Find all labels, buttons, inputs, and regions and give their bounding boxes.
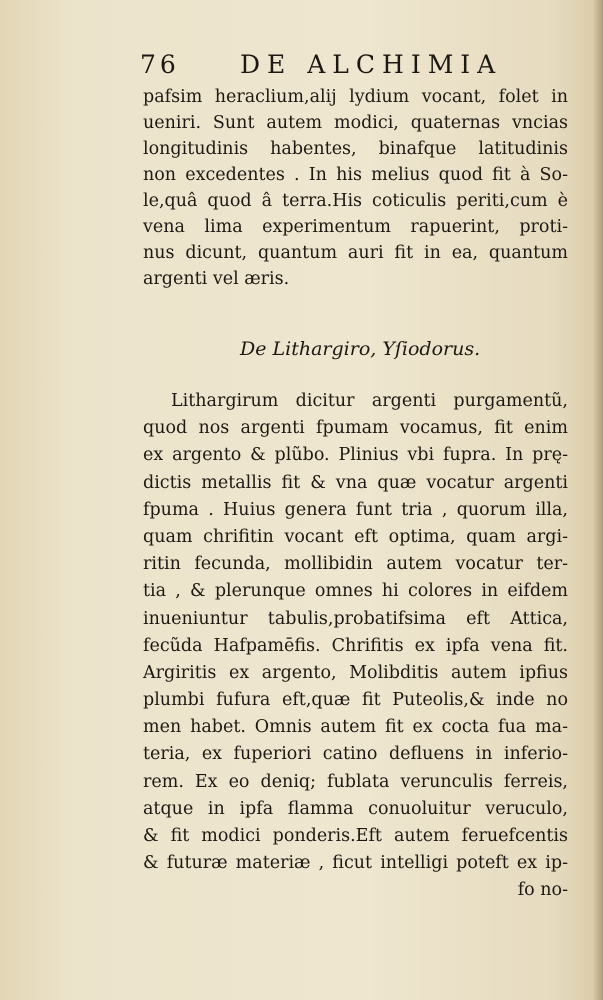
paragraph-1: [143, 84, 568, 292]
text-line: fpuma . Huius genera funt tria , quorum illa,: [143, 499, 568, 520]
text-line: dictis metallis fit & vna quæ vocatur argenti: [143, 472, 568, 493]
text-line: longitudinis habentes, binafque latitudinis: [143, 139, 568, 159]
text-line: non excedentes . In his melius quod fit à So-: [143, 165, 568, 185]
text-line: teria, ex fuperiori catino defluens in inferio-: [143, 744, 568, 765]
page-number: 76: [140, 50, 180, 79]
paragraph-2: [143, 388, 568, 905]
text-line: Lithargirum dicitur argenti purgamentũ,: [171, 391, 568, 411]
text-line: plumbi fufura eft,quæ fit Puteolis,& inde no: [143, 690, 568, 711]
text-line: Argiritis ex argento, Molibditis autem ipfius: [143, 662, 568, 683]
text-line: vena lima experimentum rapuerint, proti-: [143, 217, 568, 237]
text-line: quam chrifitin vocant eft optima, quam argi-: [143, 526, 568, 547]
text-line: rem. Ex eo deniq; fublata verunculis ferreis,: [143, 771, 568, 792]
text-line: & fit modici ponderis.Eft autem feruefcentis: [143, 826, 568, 846]
text-line: nus dicunt, quantum auri fit in ea, quantum: [143, 243, 568, 263]
running-title: DE ALCHIMIA: [240, 50, 503, 79]
text-line: fecũda Hafpamēfis. Chrifitis ex ipfa vena fit.: [143, 635, 568, 656]
page-header: [140, 50, 580, 86]
text-line: tia , & plerunque omnes hi colores in eifdem: [143, 581, 568, 602]
text-line: inueniuntur tabulis,probatifsima eft Attica,: [143, 608, 568, 629]
text-line: & futuræ materiæ , ficut intelligi poteft ex ip-: [143, 853, 568, 874]
text-line: atque in ipfa flamma conuoluitur veruculo,: [143, 798, 568, 819]
text-line: quod nos argenti fpumam vocamus, fit enim: [143, 418, 568, 439]
text-line: fo no-: [517, 880, 568, 901]
text-line: ex argento & plũbo. Plinius vbi fupra. In prę-: [143, 445, 568, 466]
text-line: ritin fecunda, mollibidin autem vocatur ter-: [143, 554, 568, 575]
page-edge-shadow: [593, 0, 603, 1000]
text-line: le,quâ quod â terra.His coticulis periti,cum è: [143, 191, 568, 211]
section-heading: De Lithargiro, Yſiodorus.: [240, 338, 481, 360]
text-line: ueniri. Sunt autem modici, quaternas vncias: [143, 113, 568, 133]
text-line: argenti vel æris.: [143, 269, 290, 289]
text-line: pafsim heraclium,alij lydium vocant, folet in: [143, 87, 568, 107]
text-line: men habet. Omnis autem fit ex cocta fua ma-: [143, 717, 568, 738]
